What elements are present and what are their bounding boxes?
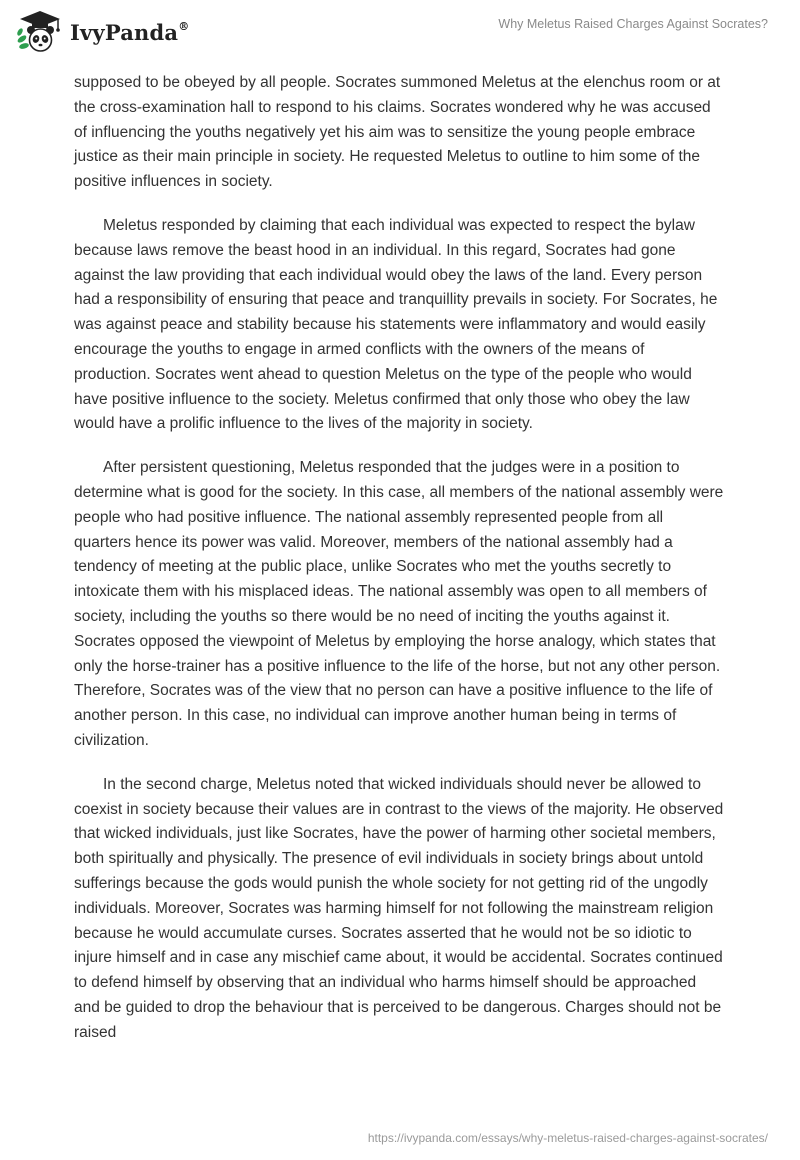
ivypanda-logo[interactable] bbox=[14, 9, 189, 55]
page-header bbox=[0, 0, 800, 64]
essay-body bbox=[74, 71, 724, 1064]
paragraph-4: In the second charge, Meletus noted that wicked individuals should never be allowed to coexist in society because their values are in contrast to the views of the majority. He observed that wicked individuals, just like Socrates, have the power of harming other societal members, both spiritually and physically. The presence of evil individuals in society brings about untold sufferings because the gods would punish the whole society for not getting rid of the ungodly individuals. Moreover, Socrates was harming himself for not following the mainstream religion because he would accumulate curses. Socrates asserted that he would not be so idiotic to injure himself and in case any mischief came about, it would be accidental. Socrates continued to defend himself by observing that an individual who harms himself should be approached and be guided to drop the behaviour that is perceived to be dangerous. Charges should not be raised bbox=[74, 775, 724, 1041]
paragraph-2: Meletus responded by claiming that each individual was expected to respect the bylaw because laws remove the beast hood in an individual. In this regard, Socrates had gone against the law providing that each individual would obey the laws of the land. Every person had a responsibility of ensuring that peace and tranquillity prevails in society. For Socrates, he was against peace and stability because his statements were inflammatory and would easily encourage the youths to engage in armed conflicts with the owners of the means of production. Socrates went ahead to question Meletus on the type of the people who would have positive influence to the society. Meletus confirmed that only those who obey the law would have a prolific influence to the lives of the majority in society. bbox=[74, 216, 718, 433]
source-url-link[interactable]: https://ivypanda.com/essays/why-meletus-raised-charges-against-socrates/ bbox=[367, 1131, 768, 1145]
panda-graduate-logo-icon bbox=[14, 9, 66, 55]
document-title: Why Meletus Raised Charges Against Socrates? bbox=[498, 17, 768, 31]
brand-name bbox=[70, 20, 189, 45]
paragraph-1: supposed to be obeyed by all people. Socrates summoned Meletus at the elenchus room or at the cross-examination hall to respond to his claims. Socrates wondered why he was accused of influencing the youths negatively yet his aim was to sensitize the young people embrace justice as their main principle in society. He requested Meletus to outline to him some of the positive influences in society. bbox=[74, 74, 721, 191]
brand-name-text: IvyPanda bbox=[70, 19, 179, 45]
paragraph-3: After persistent questioning, Meletus responded that the judges were in a position to determine what is good for the society. In this case, all members of the national assembly were people who had positive influence. The national assembly represented people from all quarters hence its power was valid. Moreover, members of the national assembly had a tendency of meeting at the public place, unlike Socrates who met the youths secretly to intoxicate them with his misplaced ideas. The national assembly was open to all members of society, including the youths so there would be no need of inciting the youths against it. Socrates opposed the viewpoint of Meletus by employing the horse analogy, which states that only the horse-trainer has a positive influence to the life of the horse, but not any other person. Therefore, Socrates was of the view that no person can have a positive influence to the life of another person. In this case, no individual can improve another human being in terms of civilization. bbox=[74, 459, 724, 749]
registered-mark: ® bbox=[178, 19, 190, 33]
